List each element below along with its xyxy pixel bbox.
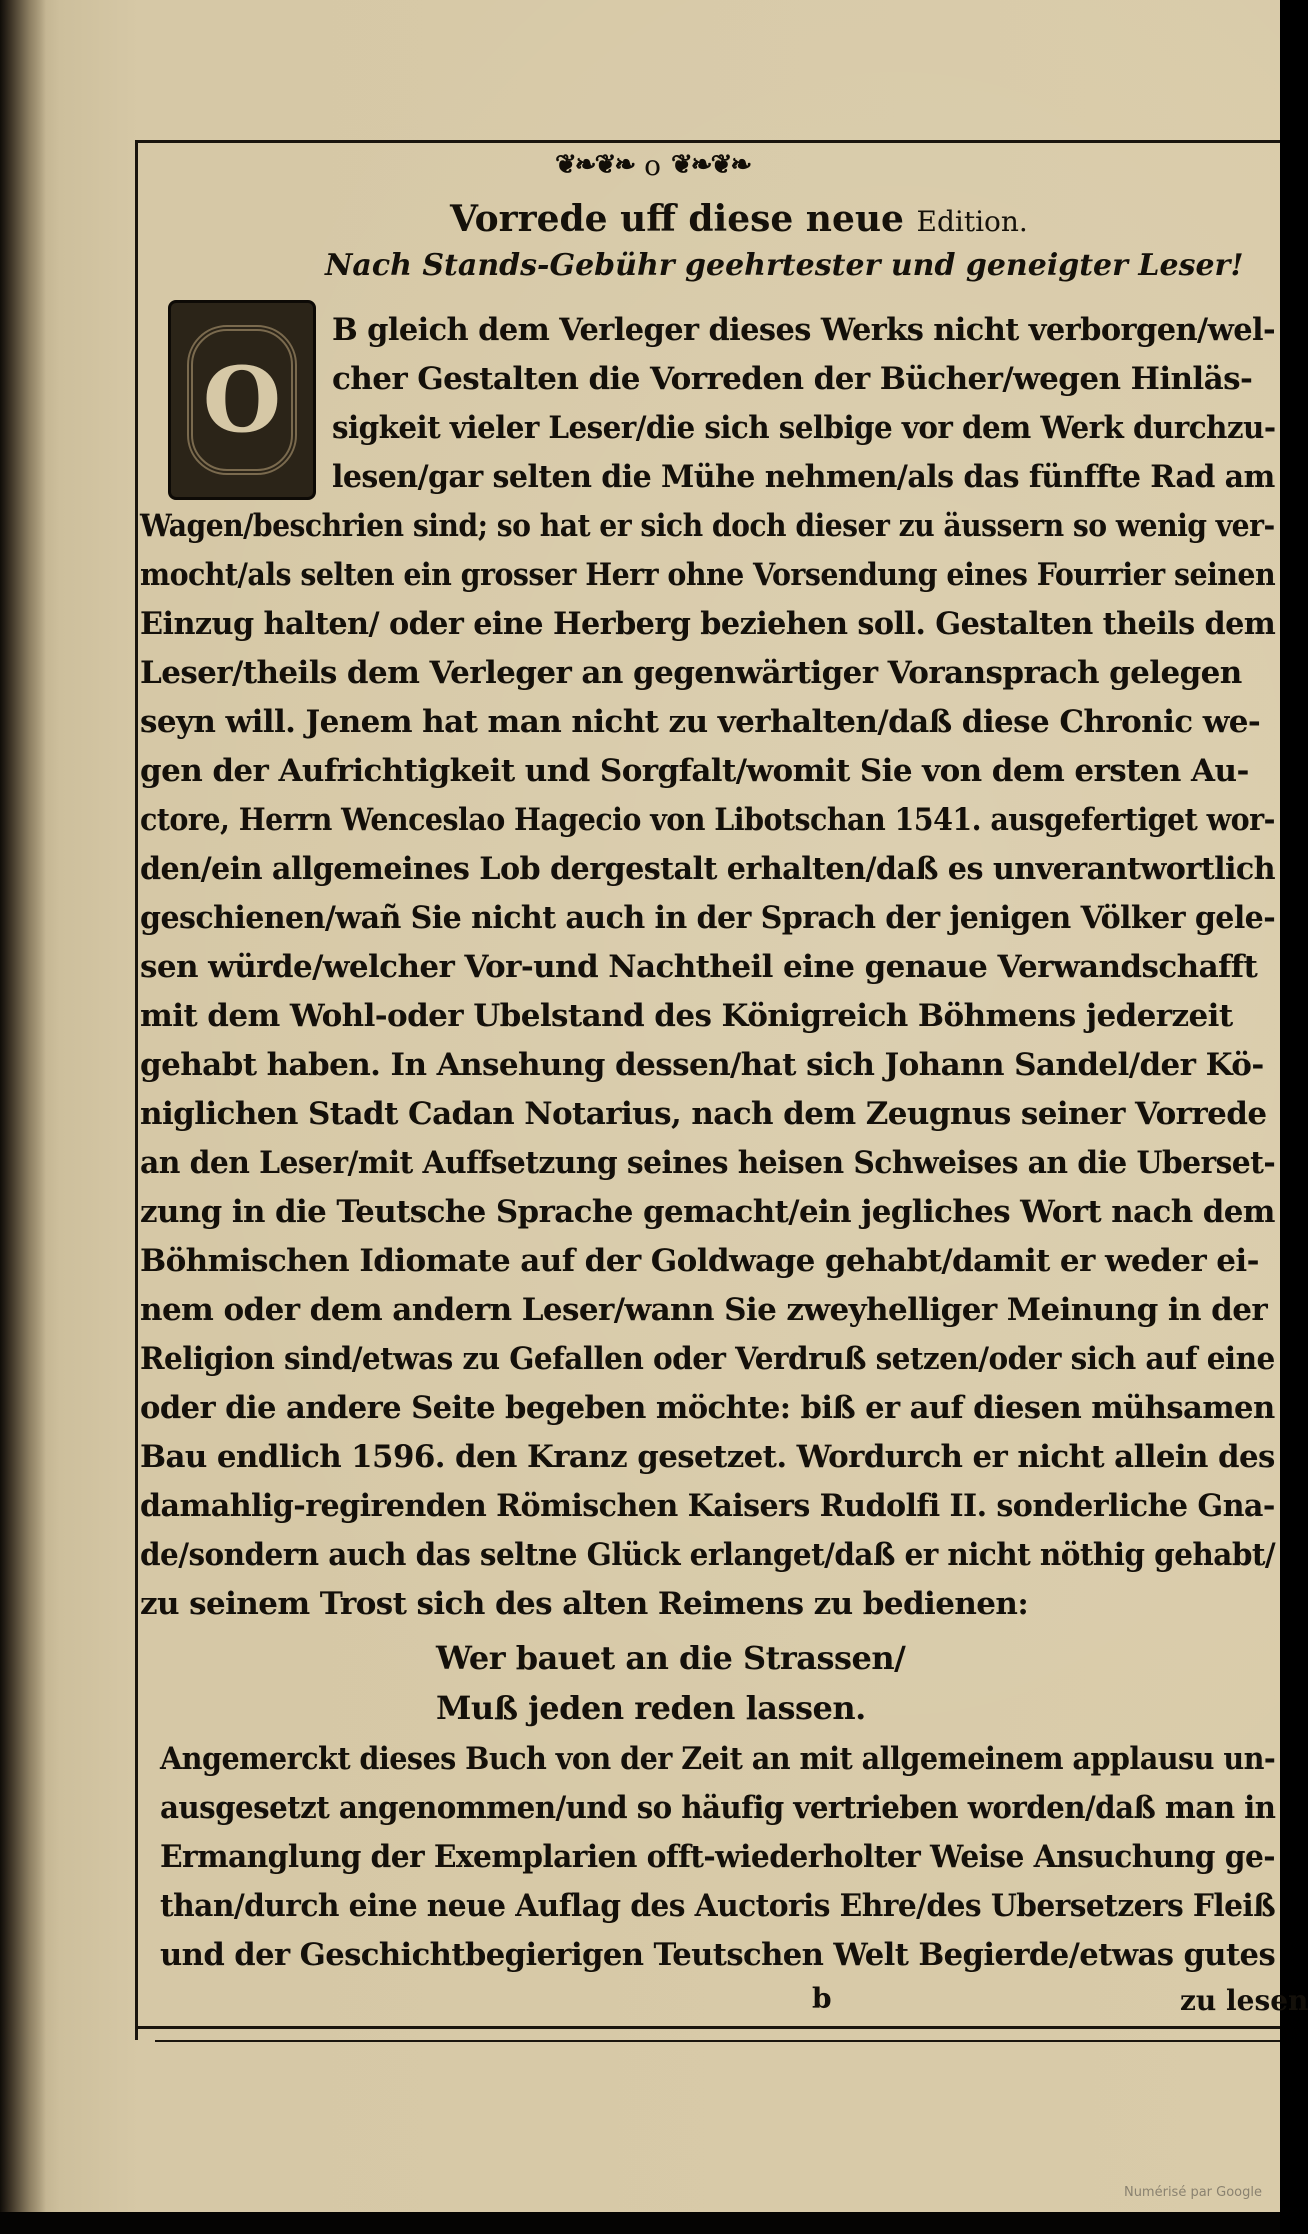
text-line: Böhmischen Idiomate auf der Goldwage gehabt/damit er weder ei- (140, 1243, 1259, 1279)
text-line: cher Gestalten die Vorreden der Bücher/wegen Hinläs- (332, 361, 1253, 397)
text-line: gen der Aufrichtigkeit und Sorgfalt/womit Sie von dem ersten Au- (140, 753, 1249, 789)
decorated-initial (168, 300, 316, 500)
text-line: Religion sind/etwas zu Gefallen oder Verdruß setzen/oder sich auf eine (140, 1341, 1275, 1377)
ornament-center: o (644, 148, 661, 182)
text-line: niglichen Stadt Cadan Notarius, nach dem Zeugnus seiner Vorrede (140, 1096, 1267, 1132)
text-line: gehabt haben. In Ansehung dessen/hat sich Johann Sandel/der Kö- (140, 1047, 1264, 1083)
text-line: nem oder dem andern Leser/wann Sie zweyhelliger Meinung in der (140, 1292, 1268, 1328)
text-line: Bau endlich 1596. den Kranz gesetzet. Wordurch er nicht allein des (140, 1439, 1275, 1475)
page-title (450, 198, 1028, 240)
header-ornament (555, 145, 750, 185)
text-line: Angemerckt dieses Buch von der Zeit an mit allgemeinem applausu un- (160, 1741, 1276, 1777)
text-line: Ermanglung der Exemplarien offt-wiederholter Weise Ansuchung ge- (160, 1839, 1276, 1875)
text-line: an den Leser/mit Auffsetzung seines heisen Schweises an die Uberset- (140, 1145, 1276, 1181)
text-line: Wagen/beschrien sind; so hat er sich doch dieser zu äussern so wenig ver- (140, 508, 1275, 544)
text-line: oder die andere Seite begeben möchte: biß er auf diesen mühsamen (140, 1390, 1275, 1426)
text-line: geschienen/wañ Sie nicht auch in der Sprach der jenigen Völker gele- (140, 900, 1276, 936)
text-line: de/sondern auch das seltne Glück erlanget/daß er nicht nöthig gehabt/ (140, 1537, 1276, 1573)
title-text: Vorrede uff diese neue (450, 198, 904, 240)
text-line: damahlig-regirenden Römischen Kaisers Rudolfi II. sonderliche Gna- (140, 1488, 1275, 1524)
initial-letter: O (187, 325, 297, 475)
text-line: Einzug halten/ oder eine Herberg beziehen soll. Gestalten theils dem (140, 606, 1276, 642)
text-line: den/ein allgemeines Lob dergestalt erhalten/daß es unverantwortlich (140, 851, 1276, 887)
text-line: mocht/als selten ein grosser Herr ohne Vorsendung eines Fourrier seinen (140, 557, 1276, 593)
text-line: mit dem Wohl-oder Ubelstand des Königreich Böhmens jederzeit (140, 998, 1233, 1034)
ornament-left-icon: ❦❧❦❧ (555, 150, 635, 180)
title-edition: Edition. (916, 205, 1028, 238)
binding-edge (0, 0, 46, 2234)
text-line: than/durch eine neue Auflag des Auctoris Ehre/des Ubersetzers Fleiß (160, 1888, 1276, 1924)
catchword: zu lesen (1180, 1984, 1308, 2017)
text-line: lesen/gar selten die Mühe nehmen/als das fünffte Rad am (332, 459, 1275, 495)
text-line: Leser/theils dem Verleger an gegenwärtiger Voransprach gelegen (140, 655, 1242, 691)
text-line: B gleich dem Verleger dieses Werks nicht verborgen/wel- (332, 312, 1276, 348)
text-line: sigkeit vieler Leser/die sich selbige vor dem Werk durchzu- (332, 410, 1276, 446)
text-line: ausgesetzt angenommen/und so häufig vertrieben worden/daß man in (160, 1790, 1276, 1826)
frame-rule-top (135, 140, 1280, 143)
signature-mark: b (812, 1982, 832, 2015)
text-line: ctore, Herrn Wenceslao Hagecio von Libotschan 1541. ausgefertiget wor- (140, 802, 1275, 838)
text-line: seyn will. Jenem hat man nicht zu verhalten/daß diese Chronic we- (140, 704, 1261, 740)
watermark: Numérisé par Google (1123, 2185, 1262, 2200)
frame-rule-bottom (135, 2026, 1280, 2029)
frame-rule-bottom-inner (155, 2040, 1280, 2042)
scan-border (0, 2212, 1280, 2234)
reader-address: Nach Stands-Gebühr geehrtester und geneigter Leser! (325, 248, 1244, 283)
text-line: zung in die Teutsche Sprache gemacht/ein jegliches Wort nach dem (140, 1194, 1275, 1230)
text-line: sen würde/welcher Vor-und Nachtheil eine genaue Verwandschafft (140, 949, 1258, 985)
text-line: und der Geschichtbegierigen Teutschen Welt Begierde/etwas gutes (160, 1937, 1276, 1973)
text-line: zu seinem Trost sich des alten Reimens zu bedienen: (140, 1586, 1029, 1622)
ornament-right-icon: ❦❧❦❧ (671, 150, 751, 180)
verse-line: Wer bauet an die Strassen/ (436, 1639, 906, 1677)
verse-line: Muß jeden reden lassen. (436, 1689, 866, 1727)
frame-rule-left (135, 140, 138, 2040)
